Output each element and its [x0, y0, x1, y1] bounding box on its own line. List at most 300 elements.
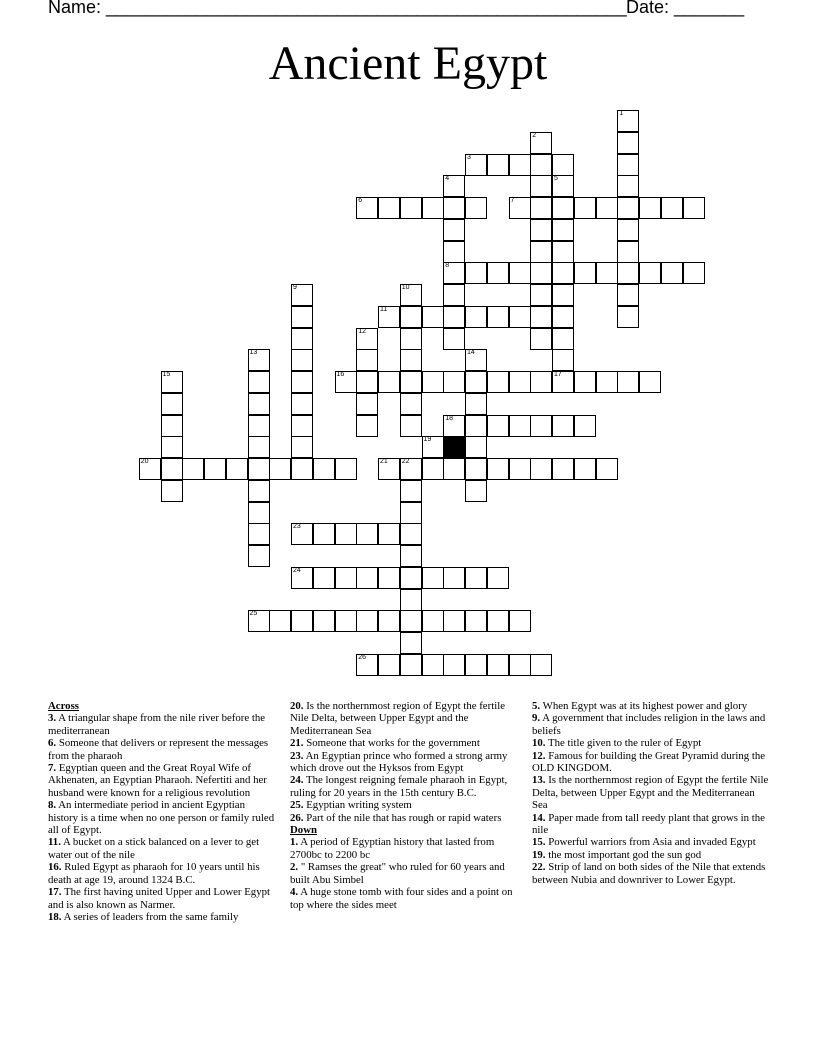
- down-heading: Down: [290, 824, 317, 837]
- clue-item-number: 8.: [48, 799, 57, 812]
- grid-cell[interactable]: [443, 458, 465, 480]
- grid-cell[interactable]: [400, 284, 422, 306]
- grid-cell[interactable]: [683, 262, 705, 284]
- clue-item-text: A huge stone tomb with four sides and a point on top where the sides meet: [290, 886, 513, 911]
- clue-item: [290, 836, 526, 861]
- grid-cell[interactable]: [487, 262, 509, 284]
- grid-cell[interactable]: [465, 197, 487, 219]
- grid-cell[interactable]: [552, 154, 574, 176]
- grid-cell[interactable]: [422, 610, 444, 632]
- clue-item: [48, 836, 276, 861]
- grid-cell[interactable]: [356, 328, 378, 350]
- grid-cell[interactable]: [574, 371, 596, 393]
- grid-cell[interactable]: [400, 523, 422, 545]
- date-field-label: Date: _______: [626, 0, 745, 17]
- grid-cell[interactable]: [269, 458, 291, 480]
- grid-cell[interactable]: [530, 328, 552, 350]
- grid-cell[interactable]: [465, 458, 487, 480]
- grid-cell[interactable]: [509, 306, 531, 328]
- clue-number: 18: [445, 414, 454, 422]
- grid-cell[interactable]: [226, 458, 248, 480]
- grid-cell[interactable]: [400, 306, 422, 328]
- grid-cell[interactable]: [552, 219, 574, 241]
- clue-item-number: 9.: [532, 712, 541, 725]
- grid-cell[interactable]: [552, 241, 574, 263]
- grid-cell[interactable]: [248, 458, 270, 480]
- clue-item-number: 7.: [48, 762, 57, 775]
- grid-cell[interactable]: [639, 197, 661, 219]
- page-title: Ancient Egypt: [268, 37, 548, 90]
- grid-cell[interactable]: [161, 480, 183, 502]
- clue-item-text: Egyptian queen and the Great Royal Wife of Akhenaten, an Egyptian Pharaoh. Nefertiti and her husband were known for a religious revolution: [48, 762, 267, 799]
- grid-cell[interactable]: [356, 567, 378, 589]
- grid-cell[interactable]: [378, 371, 400, 393]
- clue-item: [290, 812, 526, 824]
- grid-cell[interactable]: [487, 654, 509, 676]
- grid-cell[interactable]: [291, 306, 313, 328]
- grid-cell[interactable]: [400, 371, 422, 393]
- grid-cell[interactable]: [465, 610, 487, 632]
- clue-item-text: The title given to the ruler of Egypt: [548, 737, 702, 750]
- clue-item-text: A bucket on a stick balanced on a lever to get water out of the nile: [48, 836, 260, 861]
- grid-cell[interactable]: [313, 458, 335, 480]
- grid-cell[interactable]: [400, 349, 422, 371]
- clue-item-text: Is the northernmost region of Egypt the fertile Nile Delta, between Upper Egypt and the Mediterranean Sea: [290, 700, 505, 737]
- grid-cell[interactable]: [335, 567, 357, 589]
- clue-number: 21: [380, 458, 388, 465]
- grid-cell[interactable]: [422, 458, 444, 480]
- grid-cell[interactable]: [552, 458, 574, 480]
- clue-item: [48, 799, 276, 836]
- grid-cell[interactable]: [400, 458, 422, 480]
- clue-item-number: 4.: [290, 886, 299, 899]
- clue-item: [290, 774, 526, 799]
- grid-cell[interactable]: [335, 523, 357, 545]
- clue-item-text: An intermediate period in ancient Egyptian history is a time when no one person or family ruled all of Egypt.: [48, 799, 275, 837]
- grid-cell[interactable]: [465, 154, 487, 176]
- grid-cell[interactable]: [356, 197, 378, 219]
- grid-cell[interactable]: [378, 458, 400, 480]
- grid-cell[interactable]: [552, 284, 574, 306]
- grid-cell[interactable]: [617, 219, 639, 241]
- clue-item-text: Strip of land on both sides of the Nile that extends between Nubia and downriver to Lower Egypt.: [532, 861, 766, 886]
- clue-item: [48, 886, 276, 911]
- clue-item: [290, 799, 526, 811]
- clue-item-number: 3.: [48, 712, 57, 725]
- grid-cell[interactable]: [530, 654, 552, 676]
- clue-column-3: [532, 700, 772, 886]
- grid-cell[interactable]: [465, 306, 487, 328]
- clue-item: [48, 737, 276, 762]
- grid-cell[interactable]: [378, 197, 400, 219]
- clue-item-text: Paper made from tall reedy plant that grows in the nile: [532, 811, 765, 837]
- grid-cell[interactable]: [291, 523, 313, 545]
- grid-cell[interactable]: [248, 349, 270, 371]
- clue-item-text: A period of Egyptian history that lasted from 2700bc to 2200 bc: [290, 836, 495, 861]
- clue-item-number: 11.: [48, 836, 61, 849]
- clue-item-text: Is the northernmost region of Egypt the fertile Nile Delta, between Upper Egypt and the Mediterranean Sea: [532, 774, 769, 812]
- grid-cell[interactable]: [509, 262, 531, 284]
- grid-cell[interactable]: [574, 262, 596, 284]
- grid-cell[interactable]: [400, 654, 422, 676]
- grid-cell[interactable]: [443, 610, 465, 632]
- clue-number: 13: [249, 349, 258, 357]
- grid-cell[interactable]: [161, 458, 183, 480]
- clue-item-number: 23.: [290, 749, 304, 762]
- grid-cell[interactable]: [465, 567, 487, 589]
- grid-cell[interactable]: [487, 371, 509, 393]
- grid-cell[interactable]: [291, 458, 313, 480]
- grid-cell[interactable]: [378, 654, 400, 676]
- clue-item-number: 14.: [532, 811, 546, 824]
- grid-cell[interactable]: [596, 197, 618, 219]
- grid-cell[interactable]: [356, 610, 378, 632]
- grid-cell[interactable]: [617, 284, 639, 306]
- grid-cell[interactable]: [335, 458, 357, 480]
- grid-cell[interactable]: [378, 523, 400, 545]
- clue-item-text: " Ramses the great" who ruled for 60 years and built Abu Simbel: [290, 861, 505, 886]
- grid-cell[interactable]: [291, 393, 313, 415]
- grid-cell[interactable]: [248, 415, 270, 437]
- grid-cell[interactable]: [378, 610, 400, 632]
- grid-cell[interactable]: [596, 262, 618, 284]
- grid-cell[interactable]: [204, 458, 226, 480]
- grid-cell[interactable]: [400, 480, 422, 502]
- grid-cell[interactable]: [509, 458, 531, 480]
- grid-cell[interactable]: [443, 328, 465, 350]
- grid-cell[interactable]: [443, 567, 465, 589]
- grid-cell[interactable]: [248, 502, 270, 524]
- clue-column-1: [48, 700, 276, 923]
- clue-item: [48, 861, 276, 886]
- grid-cell[interactable]: [422, 197, 444, 219]
- grid-cell[interactable]: [465, 654, 487, 676]
- grid-cell[interactable]: [661, 197, 683, 219]
- grid-cell[interactable]: [552, 415, 574, 437]
- grid-cell[interactable]: [552, 328, 574, 350]
- grid-cell[interactable]: [422, 654, 444, 676]
- grid-cell[interactable]: [530, 284, 552, 306]
- clue-number: 8: [445, 262, 450, 270]
- grid-cell[interactable]: [530, 132, 552, 154]
- grid-cell[interactable]: [443, 371, 465, 393]
- clue-item-text: When Egypt was at its highest power and glory: [542, 700, 748, 712]
- grid-cell[interactable]: [530, 415, 552, 437]
- clue-item-number: 15.: [532, 836, 546, 849]
- grid-cell[interactable]: [291, 328, 313, 350]
- clue-item: [48, 911, 276, 923]
- clue-item: [532, 861, 772, 886]
- clue-item-text: Part of the nile that has rough or rapid waters: [306, 811, 502, 824]
- clue-number: 1: [619, 110, 624, 117]
- clue-number: 12: [358, 327, 367, 335]
- grid-cell[interactable]: [291, 436, 313, 458]
- grid-cell[interactable]: [552, 306, 574, 328]
- name-field-label: Name: ____________________________________________________: [48, 0, 627, 17]
- grid-cell[interactable]: [617, 197, 639, 219]
- grid-cell[interactable]: [443, 306, 465, 328]
- clue-item-text: The longest reigning female pharaoh in Egypt, ruling for 20 years in the 15th century B.C.: [290, 774, 508, 799]
- clue-item: [290, 750, 526, 775]
- grid-cell[interactable]: [617, 175, 639, 197]
- clue-item: [290, 700, 526, 737]
- grid-cell[interactable]: [182, 458, 204, 480]
- grid-cell[interactable]: [574, 197, 596, 219]
- clue-item-number: 12.: [532, 749, 546, 762]
- grid-cell[interactable]: [617, 262, 639, 284]
- clue-item-number: 24.: [290, 774, 304, 787]
- clue-item-number: 25.: [290, 799, 304, 812]
- grid-cell[interactable]: [443, 415, 465, 437]
- clue-number: 17: [554, 371, 562, 378]
- clue-item-text: Powerful warriors from Asia and invaded Egypt: [548, 836, 756, 849]
- grid-cell[interactable]: [530, 241, 552, 263]
- clue-number: 7: [510, 197, 515, 204]
- clue-item-text: Someone that works for the government: [306, 737, 480, 750]
- clue-item: [290, 861, 526, 886]
- across-heading: Across: [48, 700, 79, 712]
- clue-item-number: 10.: [532, 737, 546, 750]
- clue-number: 22: [401, 458, 410, 465]
- grid-cell[interactable]: [400, 415, 422, 437]
- grid-cell[interactable]: [139, 458, 161, 480]
- clue-item: [532, 700, 772, 712]
- clue-item-text: A government that includes religion in the laws and beliefs: [532, 712, 766, 737]
- clue-number: 14: [467, 349, 475, 357]
- grid-cell[interactable]: [443, 284, 465, 306]
- grid-cell[interactable]: [552, 349, 574, 371]
- grid-cell[interactable]: [465, 349, 487, 371]
- grid-cell[interactable]: [356, 393, 378, 415]
- grid-cell[interactable]: [596, 371, 618, 393]
- grid-cell[interactable]: [378, 567, 400, 589]
- grid-cell[interactable]: [161, 393, 183, 415]
- grid-cell[interactable]: [356, 349, 378, 371]
- grid-cell[interactable]: [248, 393, 270, 415]
- grid-cell[interactable]: [422, 567, 444, 589]
- grid-cell[interactable]: [313, 523, 335, 545]
- grid-cell[interactable]: [161, 415, 183, 437]
- clue-item-number: 18.: [48, 910, 62, 923]
- grid-cell[interactable]: [378, 306, 400, 328]
- grid-cell[interactable]: [487, 567, 509, 589]
- grid-cell[interactable]: [443, 219, 465, 241]
- clue-item-number: 13.: [532, 774, 546, 787]
- grid-cell[interactable]: [400, 545, 422, 567]
- clue-number: 19: [423, 436, 432, 444]
- clue-item-text: Egyptian writing system: [306, 799, 412, 812]
- grid-cell[interactable]: [465, 371, 487, 393]
- clue-item-number: 20.: [290, 700, 304, 712]
- grid-cell[interactable]: [683, 197, 705, 219]
- grid-cell[interactable]: [465, 393, 487, 415]
- grid-cell[interactable]: [509, 610, 531, 632]
- grid-cell[interactable]: [400, 328, 422, 350]
- grid-cell[interactable]: [335, 610, 357, 632]
- clue-number: 10: [401, 284, 410, 291]
- grid-cell[interactable]: [617, 306, 639, 328]
- grid-cell[interactable]: [400, 610, 422, 632]
- clue-item-number: 6.: [48, 737, 57, 750]
- grid-cell[interactable]: [248, 610, 270, 632]
- grid-cell[interactable]: [248, 480, 270, 502]
- black-cell: [443, 436, 465, 458]
- clue-item-text: Famous for building the Great Pyramid during the OLD KINGDOM.: [532, 749, 766, 775]
- grid-cell[interactable]: [596, 458, 618, 480]
- grid-cell[interactable]: [487, 154, 509, 176]
- grid-cell[interactable]: [422, 306, 444, 328]
- grid-cell[interactable]: [530, 306, 552, 328]
- grid-cell[interactable]: [465, 262, 487, 284]
- clue-item-number: 21.: [290, 737, 304, 750]
- grid-cell[interactable]: [509, 154, 531, 176]
- grid-cell[interactable]: [530, 371, 552, 393]
- clue-number: 25: [249, 610, 258, 618]
- clue-item-text: An Egyptian prince who formed a strong army which drove out the Hyksos from Egypt: [290, 749, 508, 775]
- grid-cell[interactable]: [443, 175, 465, 197]
- grid-cell[interactable]: [400, 589, 422, 611]
- grid-cell[interactable]: [487, 306, 509, 328]
- clue-item-number: 22.: [532, 861, 546, 874]
- grid-cell[interactable]: [552, 175, 574, 197]
- grid-cell[interactable]: [617, 132, 639, 154]
- grid-cell[interactable]: [617, 110, 639, 132]
- grid-cell[interactable]: [291, 371, 313, 393]
- clue-item-text: Someone that delivers or represent the messages from the pharaoh: [48, 737, 269, 762]
- clue-item-text: Ruled Egypt as pharaoh for 10 years until his death at age 19, around 1324 B.C.: [48, 861, 260, 886]
- grid-cell[interactable]: [574, 415, 596, 437]
- grid-cell[interactable]: [465, 415, 487, 437]
- grid-cell[interactable]: [400, 632, 422, 654]
- grid-cell[interactable]: [552, 371, 574, 393]
- grid-cell[interactable]: [509, 371, 531, 393]
- grid-cell[interactable]: [269, 610, 291, 632]
- grid-cell[interactable]: [291, 284, 313, 306]
- clue-number: 24: [293, 566, 301, 574]
- grid-cell[interactable]: [487, 610, 509, 632]
- clue-number: 15: [162, 371, 171, 378]
- grid-cell[interactable]: [400, 393, 422, 415]
- grid-cell[interactable]: [291, 415, 313, 437]
- grid-cell[interactable]: [552, 262, 574, 284]
- clue-item: [532, 712, 772, 737]
- grid-cell[interactable]: [161, 371, 183, 393]
- clue-item-text: A series of leaders from the same family: [63, 910, 239, 923]
- clue-item: [48, 712, 276, 737]
- grid-cell[interactable]: [248, 545, 270, 567]
- clue-number: 11: [380, 305, 388, 313]
- grid-cell[interactable]: [530, 262, 552, 284]
- clue-item-number: 26.: [290, 811, 304, 824]
- grid-cell[interactable]: [291, 567, 313, 589]
- grid-cell[interactable]: [465, 480, 487, 502]
- clue-number: 16: [336, 371, 345, 378]
- clue-number: 26: [358, 653, 367, 661]
- clue-item-number: 19.: [532, 848, 546, 861]
- clue-item: [532, 750, 772, 775]
- clue-item-text: A triangular shape from the nile river before the mediterranean: [48, 712, 266, 737]
- grid-cell[interactable]: [509, 197, 531, 219]
- grid-cell[interactable]: [530, 154, 552, 176]
- clue-item-text: the most important god the sun god: [548, 848, 702, 861]
- clue-number: 5: [554, 175, 558, 183]
- grid-cell[interactable]: [530, 458, 552, 480]
- grid-cell[interactable]: [248, 371, 270, 393]
- clue-item-number: 1.: [290, 836, 299, 849]
- grid-cell[interactable]: [313, 610, 335, 632]
- clue-item-number: 2.: [290, 861, 299, 874]
- grid-cell[interactable]: [356, 654, 378, 676]
- clue-item: [532, 737, 772, 749]
- clue-item: [290, 886, 526, 911]
- grid-cell[interactable]: [291, 610, 313, 632]
- clue-item: [532, 774, 772, 811]
- grid-cell[interactable]: [248, 436, 270, 458]
- grid-cell[interactable]: [552, 197, 574, 219]
- grid-cell[interactable]: [487, 458, 509, 480]
- grid-cell[interactable]: [400, 197, 422, 219]
- grid-cell[interactable]: [313, 567, 335, 589]
- grid-cell[interactable]: [509, 654, 531, 676]
- grid-cell[interactable]: [443, 262, 465, 284]
- grid-cell[interactable]: [400, 502, 422, 524]
- grid-cell[interactable]: [617, 154, 639, 176]
- grid-cell[interactable]: [661, 262, 683, 284]
- grid-cell[interactable]: [487, 415, 509, 437]
- grid-cell[interactable]: [443, 241, 465, 263]
- clue-number: 4: [445, 175, 450, 183]
- grid-cell[interactable]: [443, 197, 465, 219]
- grid-cell[interactable]: [356, 415, 378, 437]
- grid-cell[interactable]: [335, 371, 357, 393]
- clue-item-number: 17.: [48, 886, 62, 899]
- clue-number: 3: [467, 153, 471, 161]
- clue-item-number: 16.: [48, 861, 62, 874]
- clue-item: [532, 836, 772, 848]
- grid-cell[interactable]: [248, 523, 270, 545]
- grid-cell[interactable]: [422, 436, 444, 458]
- grid-cell[interactable]: [509, 415, 531, 437]
- grid-cell[interactable]: [465, 436, 487, 458]
- clue-number: 9: [293, 284, 297, 291]
- clue-number: 23: [293, 523, 301, 531]
- grid-cell[interactable]: [530, 197, 552, 219]
- grid-cell[interactable]: [400, 567, 422, 589]
- clue-item: [532, 849, 772, 861]
- grid-cell[interactable]: [161, 436, 183, 458]
- grid-cell[interactable]: [356, 523, 378, 545]
- grid-cell[interactable]: [617, 371, 639, 393]
- grid-cell[interactable]: [574, 458, 596, 480]
- grid-cell[interactable]: [530, 219, 552, 241]
- grid-cell[interactable]: [356, 371, 378, 393]
- grid-cell[interactable]: [617, 241, 639, 263]
- grid-cell[interactable]: [443, 654, 465, 676]
- clue-number: 6: [358, 197, 363, 204]
- clue-number: 2: [532, 131, 537, 139]
- clue-column-2: [290, 700, 526, 911]
- clue-item: [532, 812, 772, 837]
- grid-cell[interactable]: [639, 371, 661, 393]
- clue-item-number: 5.: [532, 700, 541, 712]
- grid-cell[interactable]: [422, 371, 444, 393]
- clue-number: 20: [140, 458, 149, 465]
- grid-cell[interactable]: [291, 349, 313, 371]
- clue-item: [290, 737, 526, 749]
- grid-cell[interactable]: [639, 262, 661, 284]
- clue-item-text: The first having united Upper and Lower Egypt and is also known as Narmer.: [48, 886, 270, 911]
- grid-cell[interactable]: [530, 175, 552, 197]
